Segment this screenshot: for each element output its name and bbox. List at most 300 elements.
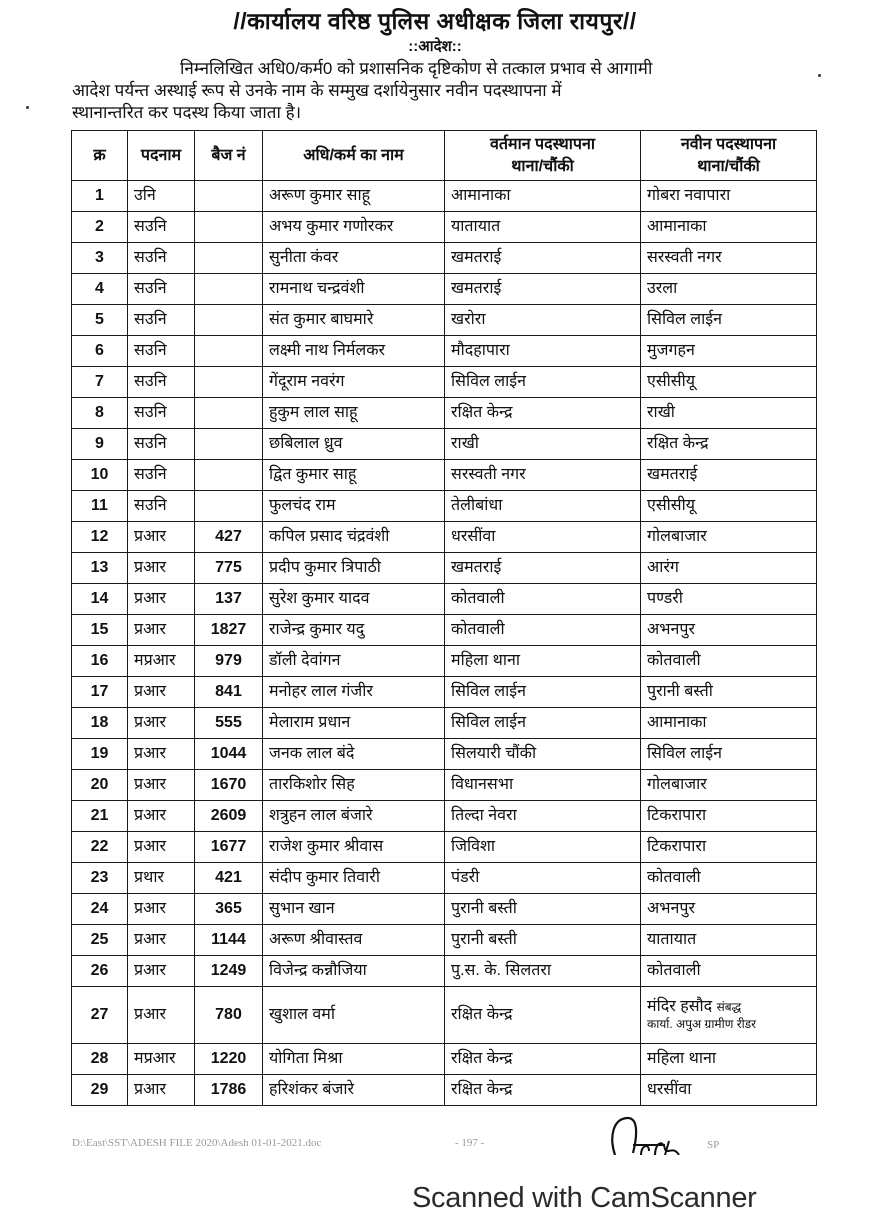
cell-badge-text: 979 [215,652,242,669]
table-row [72,243,817,274]
cell-serial-text: 12 [90,528,109,545]
cell-name-text: तारकिशोर सिह [269,776,355,793]
cell-current-posting-text: तिल्दा नेवरा [451,807,517,824]
cell-new-posting-text: अभनपुर [647,621,695,638]
cell-new-posting [641,522,817,553]
cell-new-posting [641,1044,817,1075]
cell-rank [128,243,195,274]
cell-badge-text: 1044 [210,745,247,762]
table-row [72,832,817,863]
cell-badge [195,274,263,305]
cell-rank-text: प्रआर [134,931,167,948]
table-row [72,584,817,615]
cell-new-posting-text: मुजगहन [647,342,695,359]
cell-name [263,615,445,646]
cell-serial [72,398,128,429]
cell-rank [128,1075,195,1106]
cell-serial-text: 19 [90,745,109,762]
cell-new-posting-text: आमानाका [647,218,707,235]
cell-serial-text: 29 [90,1081,109,1098]
cell-rank-text: सउनि [134,311,167,328]
cell-badge [195,615,263,646]
cell-name-text: गेंदूराम नवरंग [269,373,345,390]
cell-current-posting-text: आमानाका [451,187,511,204]
cell-name-text: राजेन्द्र कुमार यदु [269,621,365,638]
table-row [72,274,817,305]
cell-new-posting [641,584,817,615]
cell-badge [195,832,263,863]
cell-serial [72,553,128,584]
cell-serial-text: 24 [90,900,109,917]
cell-new-posting [641,181,817,212]
cell-new-posting-text: अभनपुर [647,900,695,917]
cell-new-posting-text: कोतवाली [647,652,701,669]
cell-name-text: संदीप कुमार तिवारी [269,869,380,886]
cell-serial-text: 25 [90,931,109,948]
cell-rank [128,429,195,460]
cell-badge-text: 1670 [210,776,247,793]
cell-new-posting [641,1075,817,1106]
header-serial: क्र [72,131,128,181]
cell-current-posting [445,243,641,274]
cell-current-posting [445,398,641,429]
cell-rank-text: सउनि [134,466,167,483]
table-row [72,708,817,739]
cell-badge [195,956,263,987]
cell-name [263,584,445,615]
cell-name [263,987,445,1044]
cell-serial-text: 27 [90,1006,109,1023]
cell-rank-text: प्रआर [134,559,167,576]
cell-name [263,243,445,274]
table-row [72,553,817,584]
cell-rank [128,212,195,243]
cell-new-posting [641,894,817,925]
cell-name-text: कपिल प्रसाद चंद्रवंशी [269,528,390,545]
cell-name [263,305,445,336]
cell-rank-text: प्रआर [134,1081,167,1098]
cell-current-posting-text: राखी [451,435,479,452]
cell-rank [128,801,195,832]
cell-serial [72,212,128,243]
cell-badge [195,367,263,398]
camscanner-watermark: Scanned with CamScanner [412,1182,757,1214]
cell-badge [195,801,263,832]
cell-name [263,367,445,398]
header-current-posting [445,131,641,181]
cell-current-posting [445,801,641,832]
cell-new-posting [641,956,817,987]
cell-rank [128,274,195,305]
cell-rank-text: सउनि [134,280,167,297]
cell-name-text: छबिलाल ध्रुव [269,435,343,452]
cell-name [263,274,445,305]
cell-rank-text: प्रआर [134,621,167,638]
cell-new-posting [641,491,817,522]
cell-rank-text: मप्रआर [134,652,176,669]
cell-badge [195,522,263,553]
cell-new-posting-text: आमानाका [647,714,707,731]
cell-new-posting-text: गोलबाजार [647,528,707,545]
cell-new-posting-text: गोलबाजार [647,776,707,793]
cell-name [263,522,445,553]
cell-new-posting-text: टिकरापारा [647,838,707,855]
cell-new-posting-text: पुरानी बस्ती [647,683,713,700]
cell-badge-text: 780 [215,1006,242,1023]
cell-new-posting-text: गोबरा नवापारा [647,187,731,204]
cell-rank-text: सउनि [134,342,167,359]
cell-new-posting [641,429,817,460]
paragraph-line: आदेश पर्यन्त अस्थाई रूप से उनके नाम के सम्मुख दर्शायेनुसार नवीन पदस्थापना में [72,81,562,100]
cell-rank-text: सउनि [134,404,167,421]
cell-current-posting [445,181,641,212]
cell-badge [195,894,263,925]
cell-rank [128,367,195,398]
cell-rank-text: प्रआर [134,745,167,762]
table-row [72,863,817,894]
cell-new-posting-text: राखी [647,404,675,421]
table-row [72,460,817,491]
cell-serial-text: 5 [95,311,104,328]
cell-serial-text: 18 [90,714,109,731]
cell-serial [72,1044,128,1075]
cell-badge-text: 365 [215,900,242,917]
cell-name [263,398,445,429]
table-row [72,398,817,429]
header-new-line1: नवीन पदस्थापना [680,135,777,153]
cell-badge-text: 421 [215,869,242,886]
cell-badge [195,553,263,584]
cell-name-text: अरूण कुमार साहू [269,187,371,204]
cell-current-posting-text: सिविल लाईन [451,683,527,700]
cell-rank [128,677,195,708]
table-row [72,739,817,770]
cell-current-posting-text: जिविशा [451,838,496,855]
cell-rank [128,553,195,584]
cell-serial [72,429,128,460]
cell-badge-text: 1786 [210,1081,247,1098]
scan-speck [818,74,821,77]
cell-rank [128,460,195,491]
cell-badge-text: 1144 [211,931,246,948]
cell-badge-text: 1827 [210,621,247,638]
table-row [72,615,817,646]
cell-current-posting-text: यातायात [451,218,501,235]
cell-serial-text: 26 [90,962,109,979]
cell-name-text: मनोहर लाल गंजीर [269,683,373,700]
cell-new-posting-text: आरंग [647,559,679,576]
office-heading: //कार्यालय वरिष्ठ पुलिस अधीक्षक जिला रायपुर// [233,8,637,34]
cell-rank [128,305,195,336]
table-row [72,181,817,212]
table-row [72,1075,817,1106]
cell-current-posting-text: पु.स. के. सिलतरा [451,962,552,979]
header-current-line2: थाना/चौंकी [511,157,574,175]
cell-serial-text: 4 [95,280,104,297]
cell-new-posting-text: एसीसीयू [647,497,696,514]
cell-badge [195,584,263,615]
cell-new-posting-text: कोतवाली [647,962,701,979]
cell-current-posting-text: कोतवाली [451,590,505,607]
cell-badge [195,987,263,1044]
cell-current-posting [445,429,641,460]
cell-name-text: संत कुमार बाघमारे [269,311,374,328]
cell-name-text: विजेन्द्र कन्नौजिया [269,962,367,979]
cell-current-posting-text: पंडरी [451,869,480,886]
cell-badge [195,336,263,367]
cell-serial-text: 6 [95,342,104,359]
cell-serial [72,181,128,212]
cell-name [263,863,445,894]
cell-serial [72,739,128,770]
header-badge: बैज नं [195,131,263,181]
cell-rank [128,398,195,429]
cell-rank-text: सउनि [134,218,167,235]
cell-current-posting-text: खमतराई [451,249,502,266]
cell-rank-text: सउनि [134,249,167,266]
cell-rank [128,336,195,367]
cell-new-posting-text: पण्डरी [647,590,683,607]
cell-name-text: लक्ष्मी नाथ निर्मलकर [269,342,386,359]
table-row [72,336,817,367]
cell-serial [72,894,128,925]
cell-name [263,708,445,739]
cell-badge-text: 427 [215,528,242,545]
cell-badge-text: 1677 [210,838,247,855]
cell-serial-text: 1 [95,187,104,204]
cell-serial-text: 13 [90,559,109,576]
cell-rank-text: सउनि [134,435,167,452]
table-row [72,646,817,677]
cell-name-text: सुभान खान [269,900,335,917]
cell-serial [72,925,128,956]
cell-serial [72,832,128,863]
cell-name [263,677,445,708]
signature-icon [605,1115,715,1155]
cell-name-text: राजेश कुमार श्रीवास [269,838,384,855]
cell-current-posting [445,336,641,367]
cell-name [263,491,445,522]
cell-serial-text: 9 [95,435,104,452]
cell-current-posting [445,553,641,584]
cell-serial [72,770,128,801]
cell-serial [72,708,128,739]
cell-current-posting-text: खरोरा [451,311,486,328]
cell-badge [195,863,263,894]
cell-serial-text: 15 [90,621,109,638]
cell-serial [72,677,128,708]
cell-new-posting [641,305,817,336]
cell-new-posting-text: टिकरापारा [647,807,707,824]
cell-current-posting [445,274,641,305]
cell-name [263,429,445,460]
cell-serial [72,305,128,336]
cell-serial-text: 7 [95,373,104,390]
cell-serial [72,801,128,832]
cell-current-posting [445,925,641,956]
cell-name-text: हुकुम लाल साहू [269,404,358,421]
cell-badge-text: 137 [215,590,242,607]
cell-serial [72,987,128,1044]
cell-name [263,460,445,491]
cell-rank-text: प्रआर [134,900,167,917]
cell-new-posting-text: मंदिर हसौद [647,998,713,1015]
cell-current-posting-text: सिविल लाईन [451,714,527,731]
cell-serial-text: 28 [90,1050,109,1067]
cell-serial [72,522,128,553]
cell-name [263,336,445,367]
cell-name-text: अभय कुमार गणोरकर [269,218,394,235]
cell-new-posting-text: सरस्वती नगर [647,249,722,266]
cell-current-posting-text: रक्षित केन्द्र [451,1006,513,1023]
cell-badge [195,677,263,708]
cell-badge [195,460,263,491]
cell-new-posting [641,770,817,801]
cell-current-posting [445,987,641,1044]
cell-serial [72,336,128,367]
cell-rank [128,1044,195,1075]
cell-name-text: सुरेश कुमार यादव [269,590,370,607]
table-row [72,677,817,708]
cell-new-posting-text: महिला थाना [647,1050,717,1067]
cell-new-posting [641,677,817,708]
cell-current-posting [445,305,641,336]
cell-current-posting-text: खमतराई [451,559,502,576]
cell-badge-text: 841 [215,683,242,700]
cell-rank [128,522,195,553]
cell-rank-text: मप्रआर [134,1050,176,1067]
cell-new-posting [641,987,817,1044]
cell-name [263,770,445,801]
cell-rank-text: प्रआर [134,714,167,731]
cell-badge [195,1044,263,1075]
cell-current-posting [445,522,641,553]
cell-new-posting-text: उरला [647,280,678,297]
cell-rank [128,491,195,522]
cell-new-posting [641,553,817,584]
cell-new-posting-text: कोतवाली [647,869,701,886]
paragraph-line: निम्नलिखित अधि0/कर्म0 को प्रशासनिक दृष्टिकोण से तत्काल प्रभाव से आगामी [180,59,653,78]
cell-serial-text: 8 [95,404,104,421]
cell-new-posting-text: धरसींवा [647,1081,692,1098]
header-name: अधि/कर्म का नाम [263,131,445,181]
cell-name-text: मेलाराम प्रधान [269,714,351,731]
cell-rank [128,956,195,987]
footer-file-path: D:\East\SST\ADESH FILE 2020\Adesh 01-01-2021.doc [72,1137,322,1149]
cell-rank [128,708,195,739]
cell-rank-text: प्रआर [134,528,167,545]
cell-badge [195,708,263,739]
cell-serial [72,491,128,522]
cell-badge [195,1075,263,1106]
cell-name-text: हरिशंकर बंजारे [269,1081,355,1098]
cell-rank [128,925,195,956]
cell-rank-text: प्रआर [134,776,167,793]
cell-current-posting-text: महिला थाना [451,652,521,669]
table-row [72,305,817,336]
cell-current-posting-text: रक्षित केन्द्र [451,404,513,421]
cell-serial-text: 10 [90,466,109,483]
cell-serial [72,243,128,274]
attachment-note: संबद्ध [716,1000,742,1014]
cell-current-posting [445,584,641,615]
cell-current-posting-text: सिलयारी चौंकी [451,745,537,762]
order-subheading: ::आदेश:: [408,38,462,55]
cell-rank [128,615,195,646]
cell-serial-text: 2 [95,218,104,235]
cell-name-text: फुलचंद राम [269,497,336,514]
footer-page-number: - 197 - [455,1137,485,1149]
table-row [72,491,817,522]
table-row [72,894,817,925]
cell-current-posting-text: खमतराई [451,280,502,297]
table-row [72,212,817,243]
table-row [72,770,817,801]
cell-badge [195,212,263,243]
cell-serial-text: 20 [90,776,109,793]
cell-rank-text: सउनि [134,373,167,390]
cell-serial-text: 11 [91,497,108,514]
cell-name-text: अरूण श्रीवास्तव [269,931,363,948]
cell-new-posting [641,398,817,429]
cell-serial-text: 22 [90,838,109,855]
cell-name-text: खुशाल वर्मा [269,1006,336,1023]
paragraph-line: स्थानान्तरित कर पदस्थ किया जाता है। [72,103,302,122]
table-header-row [72,131,817,181]
cell-serial [72,1075,128,1106]
cell-new-posting-text: सिविल लाईन [647,311,723,328]
cell-rank [128,181,195,212]
cell-badge-text: 555 [215,714,242,731]
cell-rank-text: प्रआर [134,590,167,607]
table-row [72,801,817,832]
cell-current-posting [445,770,641,801]
cell-serial [72,584,128,615]
cell-current-posting [445,832,641,863]
cell-rank [128,770,195,801]
cell-name-text: द्वित कुमार साहू [269,466,357,483]
cell-name [263,212,445,243]
cell-serial-text: 16 [90,652,109,669]
cell-current-posting-text: रक्षित केन्द्र [451,1081,513,1098]
cell-current-posting [445,1075,641,1106]
signature-designation: SP [707,1139,720,1151]
cell-badge [195,429,263,460]
cell-new-posting-text: यातायात [647,931,697,948]
cell-badge-text: 1220 [210,1050,247,1067]
cell-new-posting [641,243,817,274]
cell-badge [195,770,263,801]
cell-rank-text: प्रआर [134,838,167,855]
cell-rank-text: प्रआर [134,1006,167,1023]
cell-current-posting-text: धरसींवा [451,528,496,545]
cell-badge [195,305,263,336]
cell-current-posting-text: मौदहापारा [451,342,510,359]
cell-badge-text: 775 [215,559,242,576]
cell-serial [72,863,128,894]
cell-badge [195,243,263,274]
cell-rank [128,739,195,770]
cell-name-text: जनक लाल बंदे [269,745,355,762]
cell-new-posting-text: सिविल लाईन [647,745,723,762]
cell-current-posting [445,212,641,243]
cell-new-posting [641,336,817,367]
cell-rank [128,832,195,863]
cell-badge-text: 1249 [210,962,247,979]
cell-serial-text: 14 [90,590,109,607]
cell-new-posting [641,832,817,863]
cell-current-posting-text: विधानसभा [451,776,514,793]
